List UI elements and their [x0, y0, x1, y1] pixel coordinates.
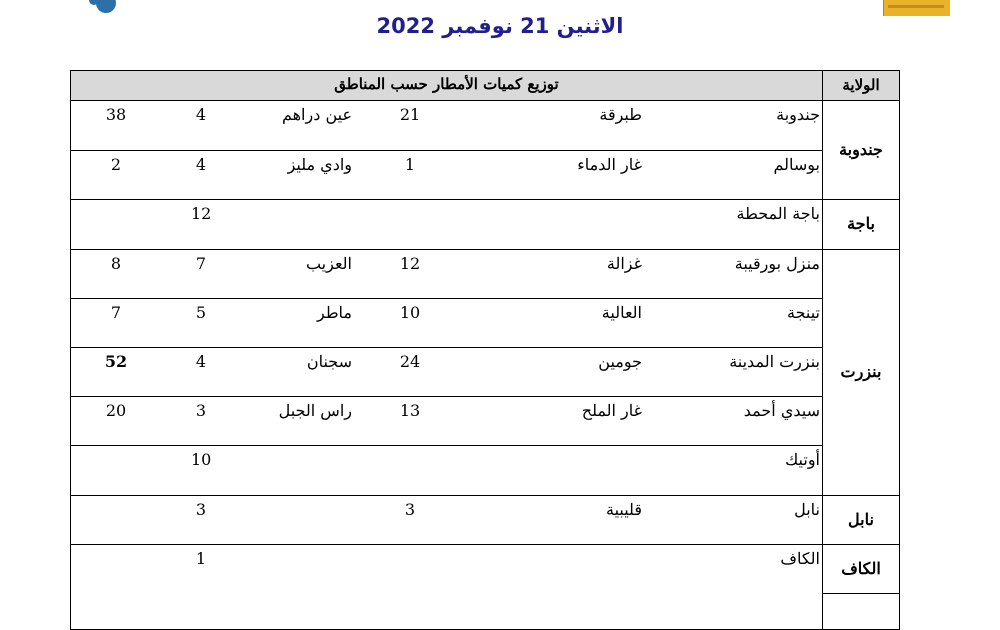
- station-name: وادي مليز: [287, 155, 352, 175]
- station-name: راس الجبل: [278, 401, 352, 421]
- table-row: [71, 298, 822, 349]
- rainfall-value: 21: [399, 105, 421, 124]
- rainfall-value: 7: [110, 302, 122, 322]
- station-name: أوتيك: [785, 450, 820, 470]
- station-name: بنزرت المدينة: [729, 352, 820, 371]
- rainfall-value: 10: [191, 450, 212, 470]
- rainfall-value: 4: [195, 155, 207, 175]
- rainfall-value: 8: [110, 253, 122, 273]
- station-name: سيدي أحمد: [743, 401, 820, 421]
- rainfall-value: 52: [104, 352, 128, 371]
- header-governorate: الولاية: [822, 71, 899, 100]
- rainfall-value: 4: [195, 105, 207, 124]
- rainfall-value: 1: [195, 548, 207, 568]
- station-name: الكاف: [780, 548, 820, 568]
- governorate-label: جندوبة: [839, 140, 883, 159]
- table-row: [71, 249, 822, 300]
- header-distribution: توزيع كميات الأمطار حسب المناطق: [334, 75, 559, 93]
- table-row: [71, 544, 822, 595]
- rainfall-value: 5: [195, 302, 207, 322]
- rainfall-value: 12: [399, 253, 421, 273]
- station-name: غار الدماء: [577, 155, 642, 175]
- table-row: [71, 396, 822, 447]
- rainfall-table: [70, 70, 900, 630]
- rainfall-value: 3: [195, 401, 207, 421]
- station-name: بوسالم: [773, 155, 820, 175]
- rainfall-value: 38: [105, 105, 127, 124]
- rainfall-value: 24: [399, 352, 421, 371]
- rainfall-value: 2: [110, 155, 122, 175]
- rainfall-value: 10: [399, 302, 421, 322]
- table-row: [71, 445, 822, 496]
- table-header-row: [71, 71, 899, 101]
- logo-dot-icon: [96, 0, 116, 13]
- logo-strip: [888, 5, 944, 8]
- station-name: منزل بورقيبة: [734, 253, 820, 273]
- station-name: جندوبة: [776, 105, 820, 124]
- table-row: [71, 150, 822, 201]
- station-name: طبرقة: [599, 105, 642, 124]
- rainfall-value: 7: [195, 253, 207, 273]
- station-name: غزالة: [606, 253, 642, 273]
- table-row: [71, 101, 822, 151]
- station-name: العالية: [601, 302, 642, 322]
- station-name: سجنان: [306, 352, 352, 371]
- rainfall-value: 20: [105, 401, 127, 421]
- rainfall-value: 12: [191, 204, 212, 224]
- station-name: باجة المحطة: [736, 204, 820, 224]
- governorate-label: بنزرت: [840, 361, 882, 381]
- rainfall-value: 3: [404, 499, 416, 519]
- rainfall-value: 3: [195, 499, 207, 519]
- station-name: عين دراهم: [281, 105, 352, 124]
- station-name: تينجة: [786, 302, 820, 322]
- table-row: [71, 199, 822, 250]
- station-name: ماطر: [316, 302, 352, 322]
- page-title: الاثنين 21 نوفمبر 2022: [376, 14, 624, 38]
- governorate-label: باجة: [847, 214, 875, 234]
- station-name: غار الملح: [581, 401, 642, 421]
- rainfall-value: 4: [195, 352, 207, 371]
- governorate-separator: [823, 593, 899, 594]
- governorate-label: الكاف: [841, 558, 881, 578]
- table-row: [71, 495, 822, 546]
- station-name: جومين: [598, 352, 642, 371]
- station-name: نابل: [794, 499, 820, 519]
- governorate-label: نابل: [848, 509, 874, 529]
- rainfall-value: 13: [399, 401, 421, 421]
- table-row: [71, 347, 822, 398]
- station-name: قليبية: [605, 499, 642, 519]
- rainfall-value: 1: [404, 155, 416, 175]
- station-name: العزيب: [305, 253, 352, 273]
